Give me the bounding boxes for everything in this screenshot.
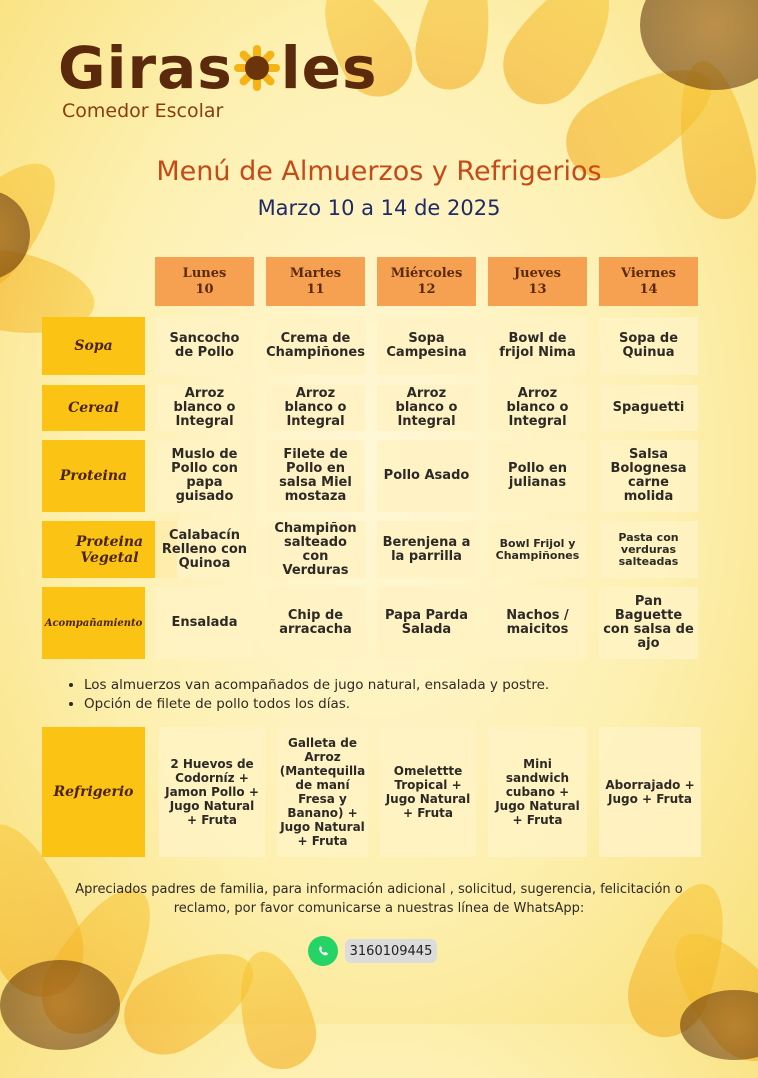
page-subtitle: Marzo 10 a 14 de 2025 [257, 196, 501, 220]
menu-cell: Champiñon salteado con Verduras [266, 521, 365, 578]
menu-cell: Arroz blanco o Integral [155, 385, 254, 431]
day-name: Viernes [621, 266, 676, 281]
day-number: 14 [639, 282, 658, 297]
menu-cell: Calabacín Relleno con Quinoa [155, 521, 254, 578]
menu-cell: Pollo en julianas [488, 440, 587, 512]
row-header-refrigerio: Refrigerio [42, 727, 145, 857]
page-title: Menú de Almuerzos y Refrigerios [156, 156, 602, 187]
menu-cell: Spaguetti [599, 385, 698, 431]
row-header-proteina: Proteina [42, 440, 145, 512]
row-header-sopa: Sopa [42, 317, 145, 375]
menu-cell: Berenjena a la parrilla [377, 521, 476, 578]
snack-cell: 2 Huevos de Codorníz + Jamon Pollo + Jugo Natural + Fruta [159, 727, 265, 857]
brand-logo [58, 34, 378, 122]
day-name: Miércoles [390, 266, 463, 281]
day-header-miercoles [377, 257, 476, 306]
menu-cell: Papa Parda Salada [377, 587, 476, 659]
menu-cell: Sopa Campesina [377, 317, 476, 375]
note-item: • Opción de filete de pollo todos los días. [84, 695, 549, 714]
menu-cell: Sancocho de Pollo [155, 317, 254, 375]
snack-cell: Aborrajado + Jugo + Fruta [599, 727, 701, 857]
snack-cell: Omelettte Tropical + Jugo Natural + Fruta [380, 727, 476, 857]
menu-cell: Bowl de frijol Nima [488, 317, 587, 375]
menu-cell: Chip de arracacha [266, 587, 365, 659]
day-number: 12 [417, 282, 436, 297]
brand-name-left: Giras [58, 34, 233, 102]
day-number: 10 [195, 282, 214, 297]
menu-cell: Arroz blanco o Integral [266, 385, 365, 431]
day-header-lunes [155, 257, 254, 306]
day-header-martes [266, 257, 365, 306]
menu-cell: Arroz blanco o Integral [488, 385, 587, 431]
menu-cell: Pan Baguette con salsa de ajo [599, 587, 698, 659]
snack-cell: Galleta de Arroz (Mantequilla de maní Fresa y Banano) + Jugo Natural + Fruta [277, 727, 368, 857]
row-header-acompanamiento: Acompañamiento [42, 587, 145, 659]
menu-cell: Crema de Champiñones [266, 317, 365, 375]
whatsapp-phone-number[interactable]: 3160109445 [345, 939, 437, 963]
menu-cell: Sopa de Quinua [599, 317, 698, 375]
menu-cell: Pasta con verduras salteadas [599, 521, 698, 578]
menu-cell: Muslo de Pollo con papa guisado [155, 440, 254, 512]
menu-cell: Filete de Pollo en salsa Miel mostaza [266, 440, 365, 512]
day-header-viernes [599, 257, 698, 306]
day-name: Lunes [182, 266, 227, 281]
menu-cell: Bowl Frijol y Champiñones [488, 521, 587, 578]
contact-message: Apreciados padres de familia, para información adicional , solicitud, sugerencia, felicitación o reclamo, por favor comunicarse a nuestras línea de WhatsApp: [75, 882, 683, 916]
row-header-proteina-vegetal: Proteina Vegetal [42, 521, 177, 578]
menu-notes [66, 676, 549, 714]
menu-cell: Nachos / maicitos [488, 587, 587, 659]
menu-cell: Salsa Bolognesa carne molida [599, 440, 698, 512]
note-item: • Los almuerzos van acompañados de jugo natural, ensalada y postre. [84, 676, 549, 695]
snack-cell: Mini sandwich cubano + Jugo Natural + Fruta [488, 727, 587, 857]
whatsapp-icon[interactable] [308, 936, 338, 966]
sunflower-icon [234, 45, 280, 91]
menu-cell: Pollo Asado [377, 440, 476, 512]
day-header-jueves [488, 257, 587, 306]
menu-cell: Ensalada [155, 587, 254, 659]
day-number: 13 [528, 282, 547, 297]
row-header-cereal: Cereal [42, 385, 145, 431]
day-number: 11 [306, 282, 325, 297]
day-name: Martes [289, 266, 342, 281]
menu-cell: Arroz blanco o Integral [377, 385, 476, 431]
brand-name-right: les [280, 34, 378, 102]
brand-tagline: Comedor Escolar [62, 100, 224, 122]
day-name: Jueves [513, 266, 562, 281]
